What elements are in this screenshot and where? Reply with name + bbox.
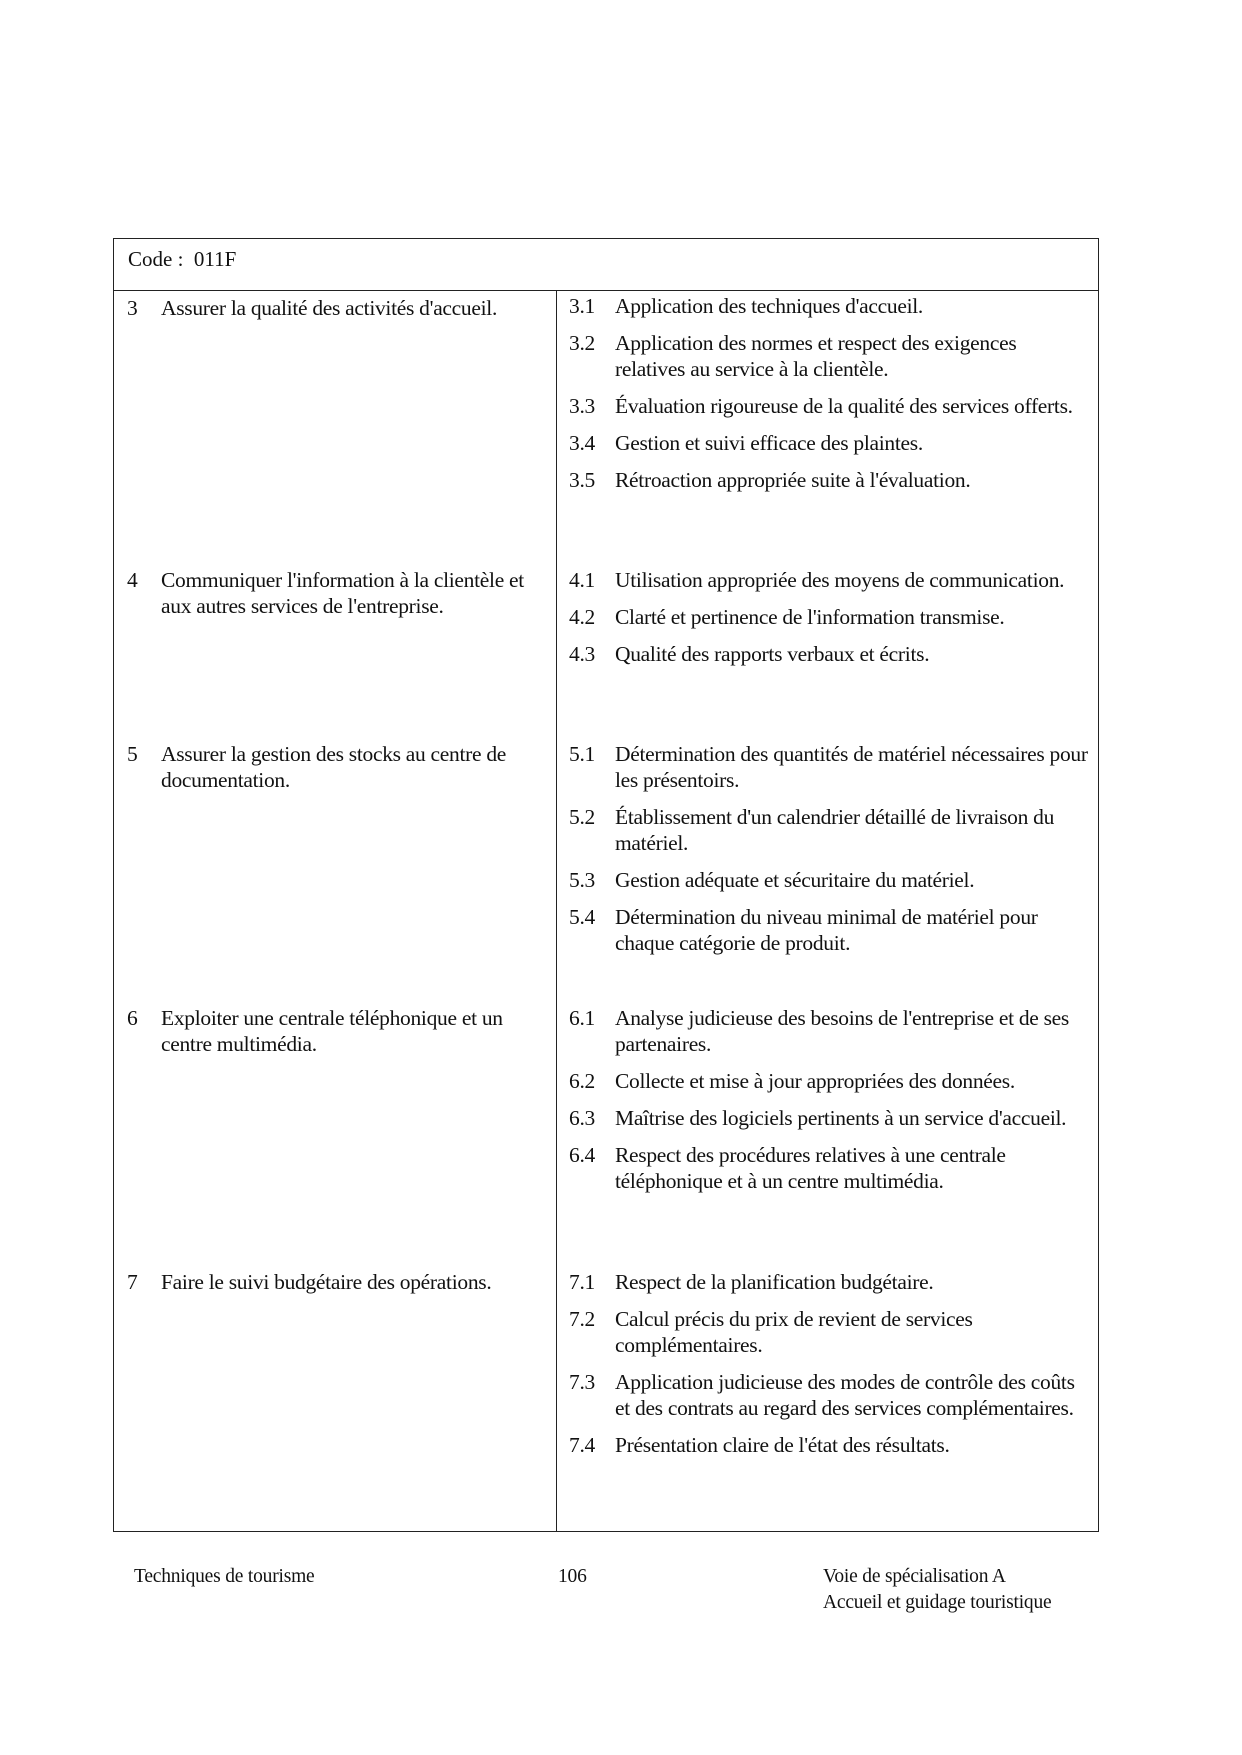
criterion-text: Application des techniques d'accueil. bbox=[615, 294, 923, 318]
footer-specialization-line1: Voie de spécialisation A bbox=[823, 1566, 1006, 1587]
criterion-text: Gestion adéquate et sécuritaire du matériel. bbox=[615, 868, 975, 892]
criterion-number: 4.1 bbox=[569, 568, 595, 592]
competency-number: 7 bbox=[127, 1270, 138, 1294]
criterion-number: 3.5 bbox=[569, 468, 595, 492]
criterion-text: Analyse judicieuse des besoins de l'entreprise et de ses partenaires. bbox=[615, 1006, 1069, 1056]
competency bbox=[127, 1005, 547, 1057]
code-row bbox=[114, 239, 1098, 291]
criterion bbox=[569, 293, 1089, 319]
criterion-number: 7.3 bbox=[569, 1370, 595, 1394]
criterion-text: Application judicieuse des modes de contrôle des coûts et des contrats au regard des services complémentaires. bbox=[615, 1370, 1075, 1420]
criterion-number: 6.2 bbox=[569, 1069, 595, 1093]
criterion-text: Clarté et pertinence de l'information transmise. bbox=[615, 605, 1005, 629]
footer-specialization bbox=[823, 1564, 1051, 1616]
criterion-number: 7.4 bbox=[569, 1433, 595, 1457]
competency-number: 3 bbox=[127, 296, 138, 320]
competency-text: Communiquer l'information à la clientèle et aux autres services de l'entreprise. bbox=[161, 568, 524, 618]
criterion-number: 5.4 bbox=[569, 905, 595, 929]
criterion bbox=[569, 567, 1089, 593]
criteria-list bbox=[569, 1005, 1089, 1205]
criterion bbox=[569, 1068, 1089, 1094]
competency bbox=[127, 567, 547, 619]
criterion-text: Application des normes et respect des exigences relatives au service à la clientèle. bbox=[615, 331, 1017, 381]
criterion bbox=[569, 430, 1089, 456]
criteria-list bbox=[569, 567, 1089, 678]
competency-table bbox=[113, 238, 1099, 1532]
criterion-text: Collecte et mise à jour appropriées des données. bbox=[615, 1069, 1015, 1093]
criterion-number: 3.2 bbox=[569, 331, 595, 355]
competency-number: 4 bbox=[127, 568, 138, 592]
criterion-number: 3.1 bbox=[569, 294, 595, 318]
criterion bbox=[569, 1105, 1089, 1131]
footer-specialization-line2: Accueil et guidage touristique bbox=[823, 1592, 1052, 1613]
competency-text: Faire le suivi budgétaire des opérations. bbox=[161, 1270, 492, 1294]
competency bbox=[127, 741, 547, 793]
code-value: 011F bbox=[193, 247, 237, 271]
criterion-number: 6.1 bbox=[569, 1006, 595, 1030]
criterion bbox=[569, 804, 1089, 856]
criterion bbox=[569, 1306, 1089, 1358]
competency bbox=[127, 295, 547, 321]
competency bbox=[127, 1269, 547, 1295]
criterion bbox=[569, 904, 1089, 956]
criterion-text: Respect de la planification budgétaire. bbox=[615, 1270, 934, 1294]
criterion-text: Évaluation rigoureuse de la qualité des services offerts. bbox=[615, 394, 1073, 418]
criterion bbox=[569, 1369, 1089, 1421]
criterion bbox=[569, 467, 1089, 493]
criterion bbox=[569, 867, 1089, 893]
competency-text: Exploiter une centrale téléphonique et un centre multimédia. bbox=[161, 1006, 503, 1056]
competency-text: Assurer la qualité des activités d'accueil. bbox=[161, 296, 498, 320]
criterion-number: 5.2 bbox=[569, 805, 595, 829]
criterion-text: Calcul précis du prix de revient de services complémentaires. bbox=[615, 1307, 973, 1357]
criterion-number: 3.3 bbox=[569, 394, 595, 418]
criterion bbox=[569, 1142, 1089, 1194]
criterion-number: 6.4 bbox=[569, 1143, 595, 1167]
criterion-number: 6.3 bbox=[569, 1106, 595, 1130]
code-label: Code : bbox=[128, 247, 184, 271]
footer-program: Techniques de tourisme bbox=[134, 1566, 315, 1587]
column-divider bbox=[556, 291, 557, 1531]
criterion-number: 7.1 bbox=[569, 1270, 595, 1294]
criterion bbox=[569, 1005, 1089, 1057]
competency-number: 6 bbox=[127, 1006, 138, 1030]
criterion-number: 5.1 bbox=[569, 742, 595, 766]
criterion-text: Présentation claire de l'état des résultats. bbox=[615, 1433, 950, 1457]
criterion bbox=[569, 604, 1089, 630]
criteria-list bbox=[569, 741, 1089, 967]
criterion-text: Qualité des rapports verbaux et écrits. bbox=[615, 642, 930, 666]
criterion-text: Maîtrise des logiciels pertinents à un service d'accueil. bbox=[615, 1106, 1067, 1130]
criterion-text: Rétroaction appropriée suite à l'évaluation. bbox=[615, 468, 971, 492]
criterion-text: Utilisation appropriée des moyens de communication. bbox=[615, 568, 1065, 592]
criterion-number: 3.4 bbox=[569, 431, 595, 455]
criterion-number: 5.3 bbox=[569, 868, 595, 892]
criteria-list bbox=[569, 293, 1089, 504]
competency-text: Assurer la gestion des stocks au centre de documentation. bbox=[161, 742, 507, 792]
criterion bbox=[569, 1432, 1089, 1458]
criterion bbox=[569, 393, 1089, 419]
footer-page-number: 106 bbox=[558, 1566, 587, 1587]
criterion-number: 4.2 bbox=[569, 605, 595, 629]
criterion-text: Gestion et suivi efficace des plaintes. bbox=[615, 431, 923, 455]
criterion bbox=[569, 741, 1089, 793]
criterion-text: Établissement d'un calendrier détaillé de livraison du matériel. bbox=[615, 805, 1055, 855]
criterion bbox=[569, 641, 1089, 667]
criteria-list bbox=[569, 1269, 1089, 1469]
criterion-text: Détermination des quantités de matériel nécessaires pour les présentoirs. bbox=[615, 742, 1088, 792]
criterion-text: Respect des procédures relatives à une centrale téléphonique et à un centre multimédia. bbox=[615, 1143, 1006, 1193]
criterion-number: 4.3 bbox=[569, 642, 595, 666]
criterion bbox=[569, 330, 1089, 382]
criterion bbox=[569, 1269, 1089, 1295]
criterion-number: 7.2 bbox=[569, 1307, 595, 1331]
competency-number: 5 bbox=[127, 742, 138, 766]
criterion-text: Détermination du niveau minimal de matériel pour chaque catégorie de produit. bbox=[615, 905, 1038, 955]
